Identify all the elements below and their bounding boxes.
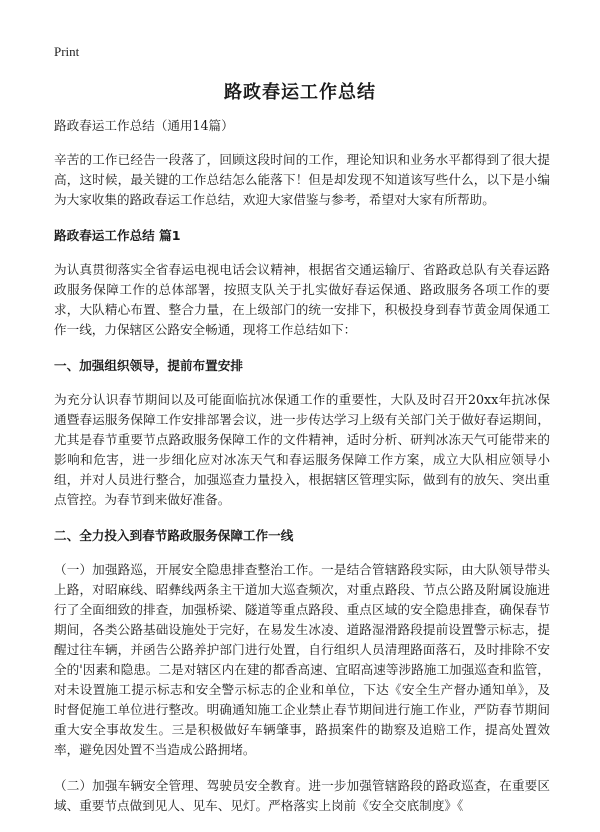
paragraph-4: （二）加强车辆安全管理、驾驶员安全教育。进一步加强管辖路段的路政巡查，在重要区域、重要节点做到见人、见车、见灯。严格落实上岗前《安全交底制度》《 (54, 778, 550, 813)
page-title: 路政春运工作总结 (224, 82, 376, 103)
heading-2: 二、全力投入到春节路政服务保障工作一线 (54, 528, 294, 543)
paragraph-1: 为认真贯彻落实全省春运电视电话会议精神，根据省交通运输厅、省路政总队有关春运路政服务保障工作的总体部署，按照支队关于扎实做好春运保通、路政服务各项工作的要求，大队精心布置、整合力量，在上级部门的统一安排下，积极投身到春节黄金周保通工作一线，力保辖区公路安全畅通，现将工作总结如下： (54, 262, 550, 337)
paragraph-2: 为充分认识春节期间以及可能面临抗冰保通工作的重要性，大队及时召开20xx年抗冰保通暨春运服务保障工作安排部署会议，进一步传达学习上级有关部门关于做好春运期间，尤其是春节重要节点路政服务保障工作的文件精神，适时分析、研判冰冻天气可能带来的影响和危害，进一步细化应对冰冻天气和春运服务保障工作方案，成立大队相应领导小组，并对人员进行整合，加强巡查力量投入，根据辖区管理实际，做到有的放矢、突出重点管控。为春节到来做好准备。 (54, 392, 550, 507)
print-link[interactable]: Print (54, 44, 80, 59)
section-title: 路政春运工作总结 篇1 (54, 228, 181, 243)
heading-1: 一、加强组织领导，提前布置安排 (54, 358, 243, 373)
intro-paragraph: 辛苦的工作已经告一段落了，回顾这段时间的工作，理论知识和业务水平都得到了很大提高，这时候，最关键的工作总结怎么能落下！但是却发现不知道该写些什么，以下是小编为大家收集的路政春运工作总结，欢迎大家借鉴与参考，希望对大家有所帮助。 (54, 152, 550, 207)
article-subtitle: 路政春运工作总结（通用14篇） (54, 118, 234, 133)
article-body (54, 116, 550, 832)
paragraph-3: （一）加强路巡，开展安全隐患排查整治工作。一是结合管辖路段实际，由大队领导带头上路，对昭麻线、昭彝线两条主干道加大巡查频次，对重点路段、节点公路及附属设施进行了全面细致的排查，加强桥梁、隧道等重点路段、重点区域的安全隐患排查，确保春节期间，各类公路基础设施处于完好，在易发生冰凌、道路湿滑路段提前设置警示标志，提醒过往车辆，并函告公路养护部门进行处置，自行组织人员清理路面落石，及时排除不安全的'因素和隐患。二是对辖区内在建的都香高速、宜昭高速等涉路施工加强巡查和监管，对未设置施工提示标志和安全警示标志的企业和单位，下达《安全生产督办通知单》，及时督促施工单位进行整改。明确通知施工企业禁止春节期间进行施工作业，严防春节期间重大安全事故发生。三是积极做好车辆肇事，路损案件的勘察及追赔工作，提高处置效率，避免因处置不当造成公路拥堵。 (54, 562, 550, 757)
